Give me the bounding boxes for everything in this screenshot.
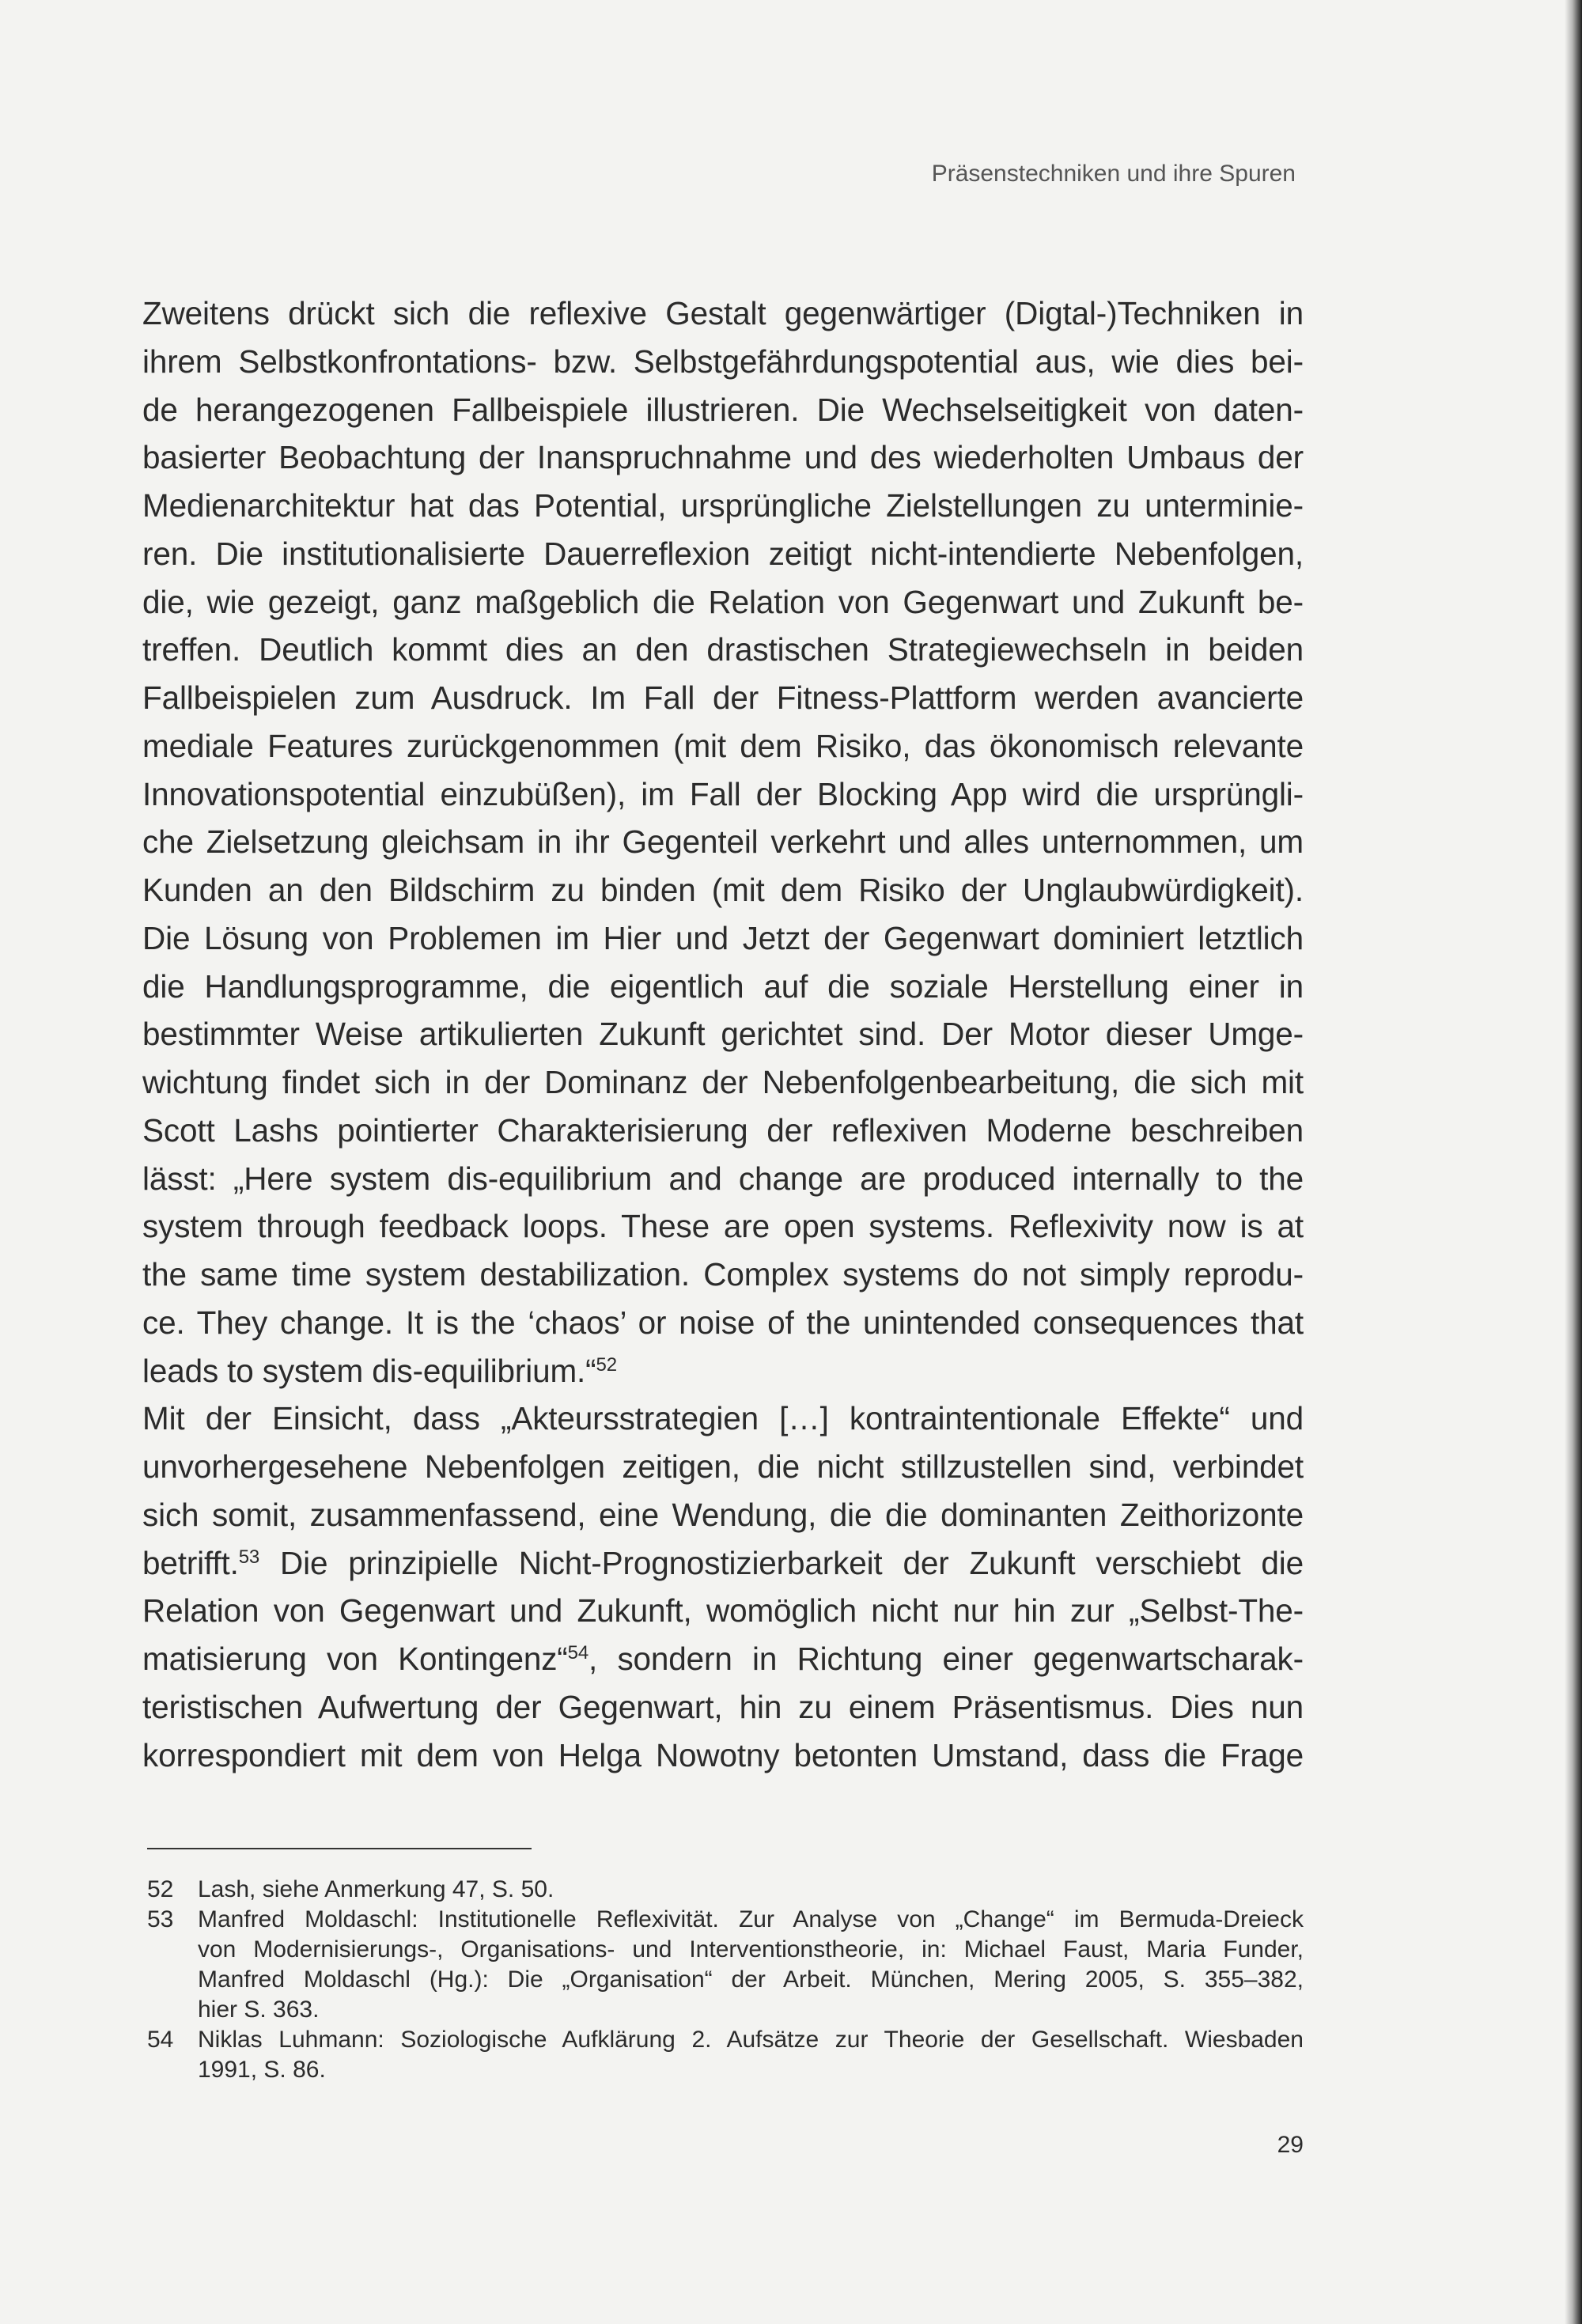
- text-line: die Handlungsprogramme, die eigentlich auf die soziale Herstellung einer in: [142, 967, 1304, 1005]
- text-line-with-footnote-ref: [142, 1539, 1304, 1588]
- footnote-ref-52[interactable]: 52: [596, 1353, 617, 1376]
- text-line: ihrem Selbstkonfrontations- bzw. Selbstgefährdungspotential aus, wie dies bei-: [142, 343, 1304, 380]
- text-fragment: , sondern in Richtung einer gegenwartscharak-: [589, 1641, 1304, 1677]
- footnote-number: 52: [147, 1876, 174, 1902]
- text-line: basierter Beobachtung der Inanspruchnahme und des wiederholten Umbaus der: [142, 439, 1304, 476]
- text-line: the same time system destabilization. Complex systems do not simply reprodu-: [142, 1256, 1304, 1293]
- text-line: che Zielsetzung gleichsam in ihr Gegenteil verkehrt und alles unternommen, um: [142, 823, 1304, 861]
- text-line: Relation von Gegenwart und Zukunft, womöglich nicht nur hin zur „Selbst-The-: [142, 1592, 1304, 1629]
- text-line: korrespondiert mit dem von Helga Nowotny betonten Umstand, dass die Frage: [142, 1736, 1304, 1773]
- text-line: Medienarchitektur hat das Potential, ursprüngliche Zielstellungen zu unterminie-: [142, 487, 1304, 524]
- footnote-line: von Modernisierungs-, Organisations- und Interventionstheorie, in: Michael Faust, Maria Funder,: [198, 1936, 1304, 1963]
- body-text: [142, 290, 1304, 1779]
- footnote-line: Manfred Moldaschl (Hg.): Die „Organisation“ der Arbeit. München, Mering 2005, S. 355–382,: [198, 1966, 1304, 1993]
- text-fragment: leads to system dis-equilibrium.“: [142, 1352, 596, 1389]
- text-line: die, wie gezeigt, ganz maßgeblich die Relation von Gegenwart und Zukunft be-: [142, 583, 1304, 620]
- text-line-with-footnote-ref: [142, 1635, 1304, 1683]
- text-line: Zweitens drückt sich die reflexive Gestalt gegenwärtiger (Digtal-)Techniken in: [142, 295, 1304, 331]
- text-line: system through feedback loops. These are open systems. Reflexivity now is at: [142, 1208, 1304, 1245]
- text-line: lässt: „Here system dis-equilibrium and change are produced internally to the: [142, 1160, 1304, 1197]
- text-line: Mit der Einsicht, dass „Akteursstrategien […] kontraintentionale Effekte“ und: [142, 1400, 1304, 1437]
- footnote-number: 53: [147, 1906, 174, 1932]
- footnote-number: 54: [147, 2027, 174, 2053]
- text-line: Scott Lashs pointierter Charakterisierung der reflexiven Moderne beschreiben: [142, 1111, 1304, 1149]
- text-line: Fallbeispielen zum Ausdruck. Im Fall der Fitness-Plattform werden avancierte: [142, 679, 1304, 716]
- text-line: bestimmter Weise artikulierten Zukunft gerichtet sind. Der Motor dieser Umge-: [142, 1016, 1304, 1053]
- footnote-line: Lash, siehe Anmerkung 47, S. 50.: [198, 1876, 554, 1902]
- text-line: sich somit, zusammenfassend, eine Wendung, die die dominanten Zeithorizonte: [142, 1496, 1304, 1533]
- text-line: Innovationspotential einzubüßen), im Fall der Blocking App wird die ursprüngli-: [142, 775, 1304, 812]
- text-line: mediale Features zurückgenommen (mit dem Risiko, das ökonomisch relevante: [142, 727, 1304, 764]
- text-line: treffen. Deutlich kommt dies an den drastischen Strategiewechseln in beiden: [142, 631, 1304, 668]
- text-line: wichtung findet sich in der Dominanz der Nebenfolgenbearbeitung, die sich mit: [142, 1064, 1304, 1100]
- page-edge-shadow: [1565, 0, 1582, 2324]
- text-line: Die Lösung von Problemen im Hier und Jetzt der Gegenwart dominiert letztlich: [142, 919, 1304, 956]
- text-line-with-footnote-ref: [142, 1347, 1304, 1395]
- text-fragment: betrifft.: [142, 1544, 239, 1581]
- footnote-54: [147, 2025, 1304, 2085]
- text-line: Kunden an den Bildschirm zu binden (mit dem Risiko der Unglaubwürdigkeit).: [142, 872, 1304, 908]
- footnote-line: 1991, S. 86.: [198, 2057, 326, 2083]
- footnote-line: hier S. 363.: [198, 1997, 320, 2023]
- text-fragment: matisierung von Kontingenz“: [142, 1641, 568, 1677]
- running-header: Präsenstechniken und ihre Spuren: [931, 161, 1296, 187]
- text-line: ren. Die institutionalisierte Dauerreflexion zeitigt nicht-intendierte Nebenfolgen,: [142, 535, 1304, 572]
- text-fragment: Die prinzipielle Nicht-Prognostizierbarkeit der Zukunft verschiebt die: [259, 1544, 1304, 1581]
- footnote-52: [147, 1875, 1304, 1905]
- text-line: unvorhergesehene Nebenfolgen zeitigen, die nicht stillzustellen sind, verbindet: [142, 1448, 1304, 1485]
- footnote-ref-54[interactable]: 54: [567, 1642, 589, 1664]
- footnote-ref-53[interactable]: 53: [238, 1546, 260, 1568]
- text-line: de herangezogenen Fallbeispiele illustrieren. Die Wechselseitigkeit von daten-: [142, 391, 1304, 428]
- footnote-line: Niklas Luhmann: Soziologische Aufklärung 2. Aufsätze zur Theorie der Gesellschaft. Wiesbaden: [198, 2027, 1304, 2053]
- footnote-divider: [147, 1848, 532, 1849]
- page-number: 29: [1277, 2132, 1304, 2158]
- footnotes: [147, 1875, 1304, 2085]
- text-line: teristischen Aufwertung der Gegenwart, hin zu einem Präsentismus. Dies nun: [142, 1688, 1304, 1725]
- footnote-53: [147, 1905, 1304, 2025]
- text-line: ce. They change. It is the ‘chaos’ or noise of the unintended consequences that: [142, 1304, 1304, 1341]
- footnote-line: Manfred Moldaschl: Institutionelle Reflexivität. Zur Analyse von „Change“ im Bermuda-Dreieck: [198, 1906, 1304, 1932]
